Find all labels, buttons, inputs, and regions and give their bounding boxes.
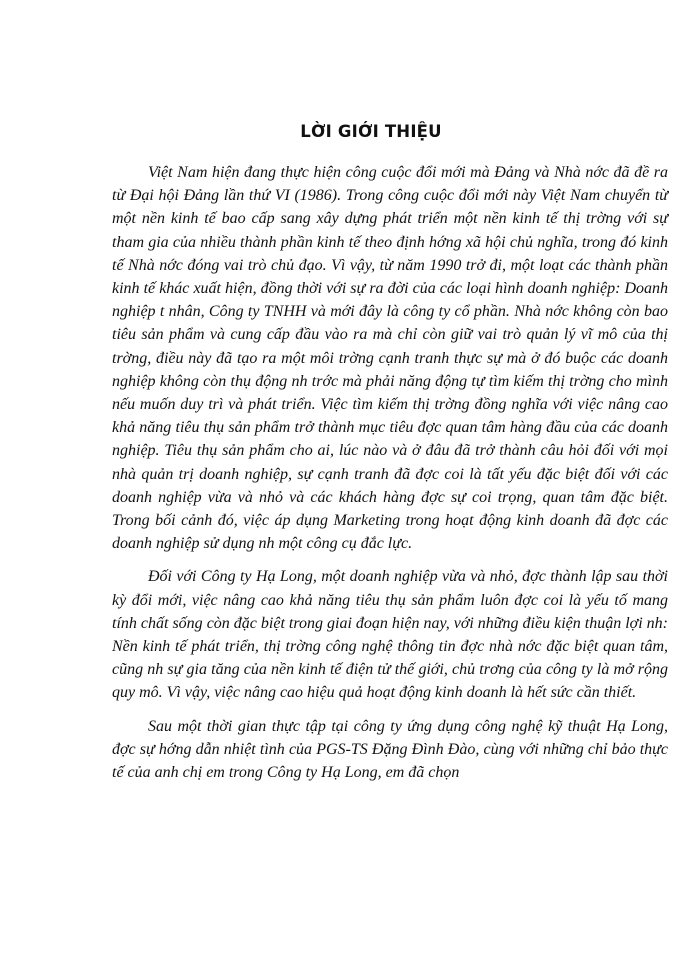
paragraph-2: Đối với Công ty Hạ Long, một doanh nghiệp vừa và nhỏ, đợc thành lập sau thời kỳ đổi mới, việc nâng cao khả năng tiêu thụ sản phẩm luôn đợc coi là yếu tố mang tính chất sống còn đặc biệt trong giai đoạn hiện nay, với những điều kiện thuận lợi nh: Nền kinh tế phát triển, thị trờng công nghệ thông tin đợc nhà nớc đặc biệt quan tâm, cũng nh sự gia tăng của nền kinh tế điện tử thế giới, chủ trơng của công ty là mở rộng quy mô. Vì vậy, việc nâng cao hiệu quả hoạt động kinh doanh là hết sức cần thiết. (112, 568, 668, 702)
paragraph-3: Sau một thời gian thực tập tại công ty ứng dụng công nghệ kỹ thuật Hạ Long, đợc sự hớng dẫn nhiệt tình của PGS-TS Đặng Đình Đào, cùng với những chỉ bảo thực tế của anh chị em trong Công ty Hạ Long, em đã chọn (112, 717, 668, 782)
document-body (112, 161, 668, 794)
paragraph-1: Việt Nam hiện đang thực hiện công cuộc đổi mới mà Đảng và Nhà nớc đã đề ra từ Đại hội Đảng lần thứ VI (1986). Trong công cuộc đổi mới này Việt Nam chuyển từ một nền kinh tế bao cấp sang xây dựng phát triển một nền kinh tế thị trờng với sự tham gia của nhiều thành phần kinh tế theo định hớng xã hội chủ nghĩa, trong đó kinh tế Nhà nớc đóng vai trò chủ đạo. Vì vậy, từ năm 1990 trở đi, một loạt các thành phần kinh tế khác xuất hiện, đồng thời với sự ra đời của các loại hình doanh nghiệp: Doanh nghiệp t nhân, Công ty TNHH và mới đây là công ty cổ phần. Nhà nớc không còn bao tiêu sản phẩm và cung cấp đầu vào ra mà chỉ còn giữ vai trò quản lý vĩ mô của thị trờng, điều này đã tạo ra một môi trờng cạnh tranh thực sự mà ở đó buộc các doanh nghiệp không còn thụ động nh trớc mà phải năng động tự tìm kiếm thị trờng cho mình nếu muốn duy trì và phát triển. Việc tìm kiếm thị trờng đồng nghĩa với việc nâng cao khả năng tiêu thụ sản phẩm trở thành mục tiêu đợc quan tâm hàng đầu của các doanh nghiệp. Tiêu thụ sản phẩm cho ai, lúc nào và ở đâu đã trở thành câu hỏi đối với mọi nhà quản trị doanh nghiệp, sự cạnh tranh đã đợc coi là tất yếu đặc biệt đối với các doanh nghiệp vừa và nhỏ và các khách hàng đợc sự coi trọng, quan tâm đặc biệt. Trong bối cảnh đó, việc áp dụng Marketing trong hoạt động kinh doanh đã đợc các doanh nghiệp sử dụng nh một công cụ đắc lực. (112, 164, 668, 553)
page-title: LỜI GIỚI THIỆU (300, 122, 442, 141)
